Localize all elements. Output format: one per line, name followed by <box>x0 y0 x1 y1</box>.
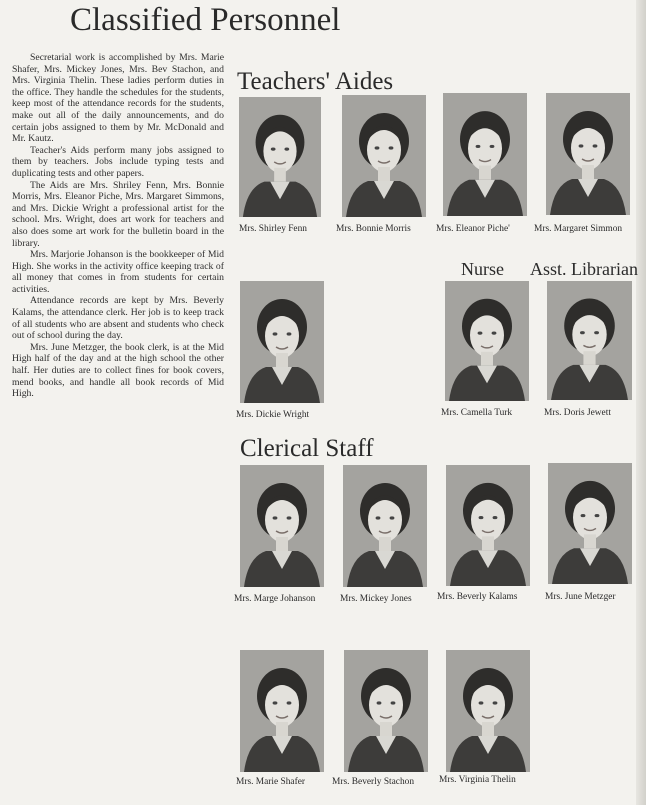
portrait-photo <box>445 281 529 401</box>
portrait-caption: Mrs. Dickie Wright <box>236 410 310 420</box>
portrait-caption: Mrs. Marge Johanson <box>234 594 316 604</box>
portrait-caption: Mrs. Doris Jewett <box>544 408 611 418</box>
paragraph: Secretarial work is accomplished by Mrs. Marie Shafer, Mrs. Mickey Jones, Mrs. Bev Stachon, and Mrs. Virginia Thelin. These ladies perform duties in the office. They handle the schedules for the students, keep most of the attendance records for the students, make out all of the daily announcements, and do certain jobs assigned to them by Mr. McDonald and Mr. Kautz. <box>12 52 224 145</box>
portrait-caption: Mrs. Beverly Kalams <box>437 592 518 602</box>
portrait-caption: Mrs. Beverly Stachon <box>332 777 415 787</box>
portrait-photo <box>239 97 321 217</box>
portrait-photo <box>443 93 527 216</box>
portrait-caption: Mrs. Mickey Jones <box>340 594 412 604</box>
portrait-caption: Mrs. Marie Shafer <box>236 777 305 787</box>
portrait-photo <box>344 650 428 772</box>
heading-asst-librarian: Asst. Librarian <box>530 259 638 279</box>
portrait-caption: Mrs. Shirley Fenn <box>239 224 307 234</box>
portrait-caption: Mrs. Camella Turk <box>441 408 513 418</box>
portrait-photo <box>240 465 324 587</box>
portrait-caption: Mrs. Margaret Simmon <box>534 224 623 234</box>
page-gutter <box>636 0 646 805</box>
portrait-photo <box>548 463 632 584</box>
heading-clerical-staff: Clerical Staff <box>240 435 374 462</box>
portrait-photo <box>343 465 427 587</box>
portrait-photo <box>547 281 632 400</box>
paragraph: Teacher's Aids perform many jobs assigned to them by teachers. Jobs include typing tests and duplicating tests and other papers. <box>12 144 224 179</box>
paragraph: Attendance records are kept by Mrs. Beverly Kalams, the attendance clerk. Her job is to keep track of all students who are absent and students who check out of school during the day. <box>12 295 224 342</box>
heading-nurse: Nurse <box>461 259 504 279</box>
portrait-caption: Mrs. Bonnie Morris <box>336 224 411 234</box>
portrait-photo <box>240 281 324 403</box>
paragraph: Mrs. Marjorie Johanson is the bookkeeper of Mid High. She works in the activity office keeping track of all money that comes in from students for certain activities. <box>12 249 224 295</box>
portrait-caption: Mrs. Eleanor Piche' <box>436 224 510 234</box>
paragraph: Mrs. June Metzger, the book clerk, is at the Mid High half of the day and at the high school the other half. Her duties are to collect fines for book covers, mend books, and handle all book records of Mid High. <box>12 341 224 400</box>
portrait-photo <box>546 93 630 215</box>
page-title: Classified Personnel <box>70 2 341 38</box>
portrait-caption: Mrs. Virginia Thelin <box>439 775 516 785</box>
portrait-caption: Mrs. June Metzger <box>545 592 616 602</box>
heading-teachers-aides: Teachers' Aides <box>237 68 394 95</box>
portrait-photo <box>240 650 324 772</box>
portrait-photo <box>342 95 426 217</box>
paragraph: The Aids are Mrs. Shriley Fenn, Mrs. Bonnie Morris, Mrs. Eleanor Piche, Mrs. Margaret Simmons, and Mrs. Dickie Wright a professional artist for the school. Mrs. Wright, does art work for teachers and also does some art work for the bulletin board in the library. <box>12 179 224 249</box>
portrait-photo <box>446 465 530 586</box>
body-text <box>12 52 224 400</box>
portrait-photo <box>446 650 530 772</box>
